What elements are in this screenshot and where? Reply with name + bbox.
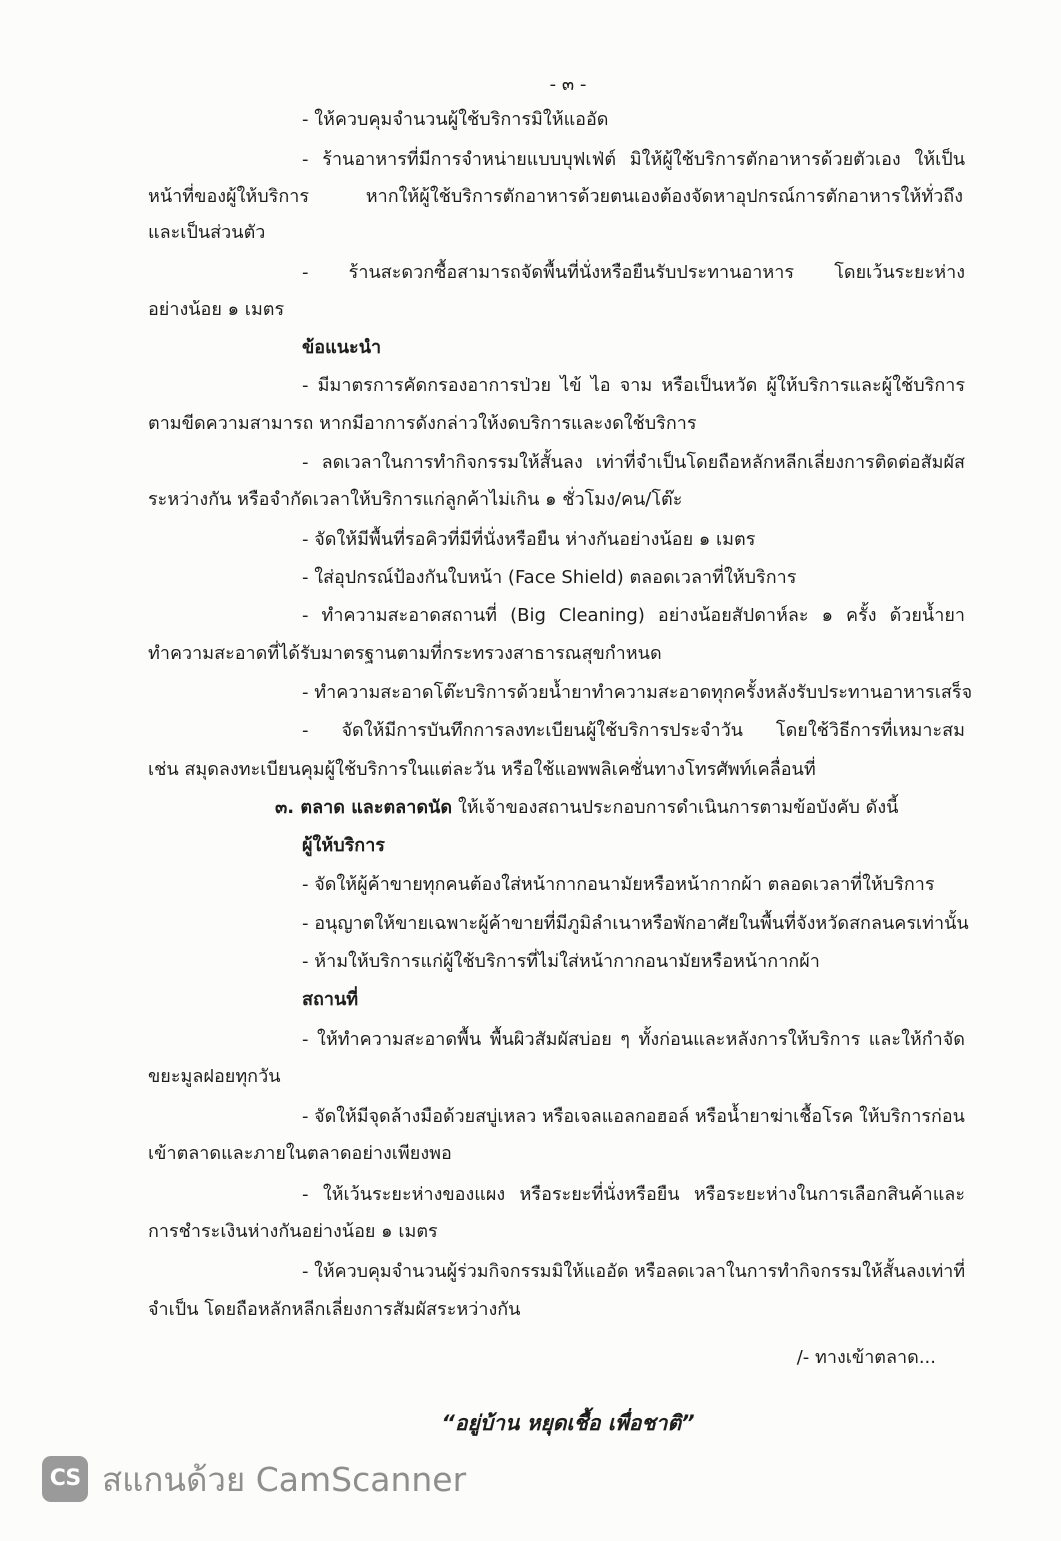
list-item-line: - จัดให้มีการบันทึกการลงทะเบียนผู้ใช้บริการประจำวัน โดยใช้วิธีการที่เหมาะสม	[302, 720, 965, 741]
list-item-line: - ให้ทำความสะอาดพื้น พื้นผิวสัมผัสบ่อย ๆ ทั้งก่อนและหลังการให้บริการ และให้กำจัด	[302, 1029, 965, 1050]
list-item-line: - ร้านสะดวกซื้อสามารถจัดพื้นที่นั่งหรือยืนรับประทานอาหาร โดยเว้นระยะห่าง	[302, 262, 965, 283]
recommendations-heading: ข้อแนะนำ	[302, 337, 382, 358]
list-item-line: - ห้ามให้บริการแก่ผู้ใช้บริการที่ไม่ใส่หน้ากากอนามัยหรือหน้ากากผ้า	[302, 951, 820, 972]
list-item-line: - ให้ควบคุมจำนวนผู้ใช้บริการมิให้แออัด	[302, 109, 609, 130]
section-3-heading	[275, 795, 898, 821]
page-number: - ๓ -	[549, 74, 587, 95]
list-item-line: - จัดให้มีจุดล้างมือด้วยสบู่เหลว หรือเจลแอลกอฮอล์ หรือน้ำยาฆ่าเชื้อโรค ให้บริการก่อน	[302, 1106, 965, 1127]
list-item-line: - ทำความสะอาดสถานที่ (Big Cleaning) อย่างน้อยสัปดาห์ละ ๑ ครั้ง ด้วยน้ำยา	[302, 605, 965, 626]
list-item-line: ระหว่างกัน หรือจำกัดเวลาให้บริการแก่ลูกค้าไม่เกิน ๑ ชั่วโมง/คน/โต๊ะ	[148, 489, 683, 510]
list-item-line: จำเป็น โดยถือหลักหลีกเลี่ยงการสัมผัสระหว่างกัน	[148, 1299, 521, 1320]
list-item-line: อย่างน้อย ๑ เมตร	[148, 299, 285, 320]
list-item-line: การชำระเงินห่างกันอย่างน้อย ๑ เมตร	[148, 1221, 438, 1242]
list-item-line: - ใส่อุปกรณ์ป้องกันใบหน้า (Face Shield) ตลอดเวลาที่ให้บริการ	[302, 567, 797, 588]
providers-heading: ผู้ให้บริการ	[302, 835, 385, 856]
section-3-title: ๓. ตลาด และตลาดนัด	[275, 797, 453, 818]
premises-heading: สถานที่	[302, 989, 359, 1010]
list-item-line: - ร้านอาหารที่มีการจำหน่ายแบบบุฟเฟ่ต์ มิให้ผู้ใช้บริการตักอาหารด้วยตัวเอง ให้เป็น	[302, 149, 965, 170]
list-item-line: - ทำความสะอาดโต๊ะบริการด้วยน้ำยาทำความสะอาดทุกครั้งหลังรับประทานอาหารเสร็จ	[302, 682, 973, 703]
list-item-line: - จัดให้มีพื้นที่รอคิวที่มีที่นั่งหรือยืน ห่างกันอย่างน้อย ๑ เมตร	[302, 529, 756, 550]
list-item-line: - อนุญาตให้ขายเฉพาะผู้ค้าขายที่มีภูมิลำเนาหรือพักอาศัยในพื้นที่จังหวัดสกลนครเท่านั้น	[302, 913, 969, 934]
list-item-line: หน้าที่ของผู้ให้บริการ หากให้ผู้ใช้บริการตักอาหารด้วยตนเองต้องจัดหาอุปกรณ์การตักอาหารให้ทั่วถึง	[148, 186, 963, 207]
list-item-line: เช่น สมุดลงทะเบียนคุมผู้ใช้บริการในแต่ละวัน หรือใช้แอพพลิเคชั่นทางโทรศัพท์เคลื่อนที่	[148, 759, 816, 780]
watermark-text: สแกนด้วย CamScanner	[102, 1460, 467, 1499]
continuation-note: /- ทางเข้าตลาด...	[796, 1347, 936, 1368]
list-item-line: - จัดให้ผู้ค้าขายทุกคนต้องใส่หน้ากากอนามัยหรือหน้ากากผ้า ตลอดเวลาที่ให้บริการ	[302, 874, 935, 895]
list-item-line: - ให้ควบคุมจำนวนผู้ร่วมกิจกรรมมิให้แออัด หรือลดเวลาในการทำกิจกรรมให้สั้นลงเท่าที่	[302, 1261, 966, 1282]
list-item-line: ขยะมูลฝอยทุกวัน	[148, 1066, 281, 1087]
camscanner-logo-icon: CS	[42, 1456, 88, 1502]
list-item-line: - ให้เว้นระยะห่างของแผง หรือระยะที่นั่งหรือยืน หรือระยะห่างในการเลือกสินค้าและ	[302, 1184, 965, 1205]
list-item-line: - มีมาตรการคัดกรองอาการป่วย ไข้ ไอ จาม หรือเป็นหวัด ผู้ให้บริการและผู้ใช้บริการ	[302, 375, 965, 396]
list-item-line: ทำความสะอาดที่ได้รับมาตรฐานตามที่กระทรวงสาธารณสุขกำหนด	[148, 643, 662, 664]
list-item-line: และเป็นส่วนตัว	[148, 222, 266, 243]
section-3-intro: ให้เจ้าของสถานประกอบการดำเนินการตามข้อบังคับ ดังนี้	[458, 797, 899, 818]
list-item-line: ตามขีดความสามารถ หากมีอาการดังกล่าวให้งดบริการและงดใช้บริการ	[148, 413, 697, 434]
list-item-line: เข้าตลาดและภายในตลาดอย่างเพียงพอ	[148, 1143, 452, 1164]
list-item-line: - ลดเวลาในการทำกิจกรรมให้สั้นลง เท่าที่จำเป็นโดยถือหลักหลีกเลี่ยงการติดต่อสัมผัส	[302, 452, 965, 473]
slogan: “อยู่บ้าน หยุดเชื้อ เพื่อชาติ”	[441, 1411, 695, 1435]
